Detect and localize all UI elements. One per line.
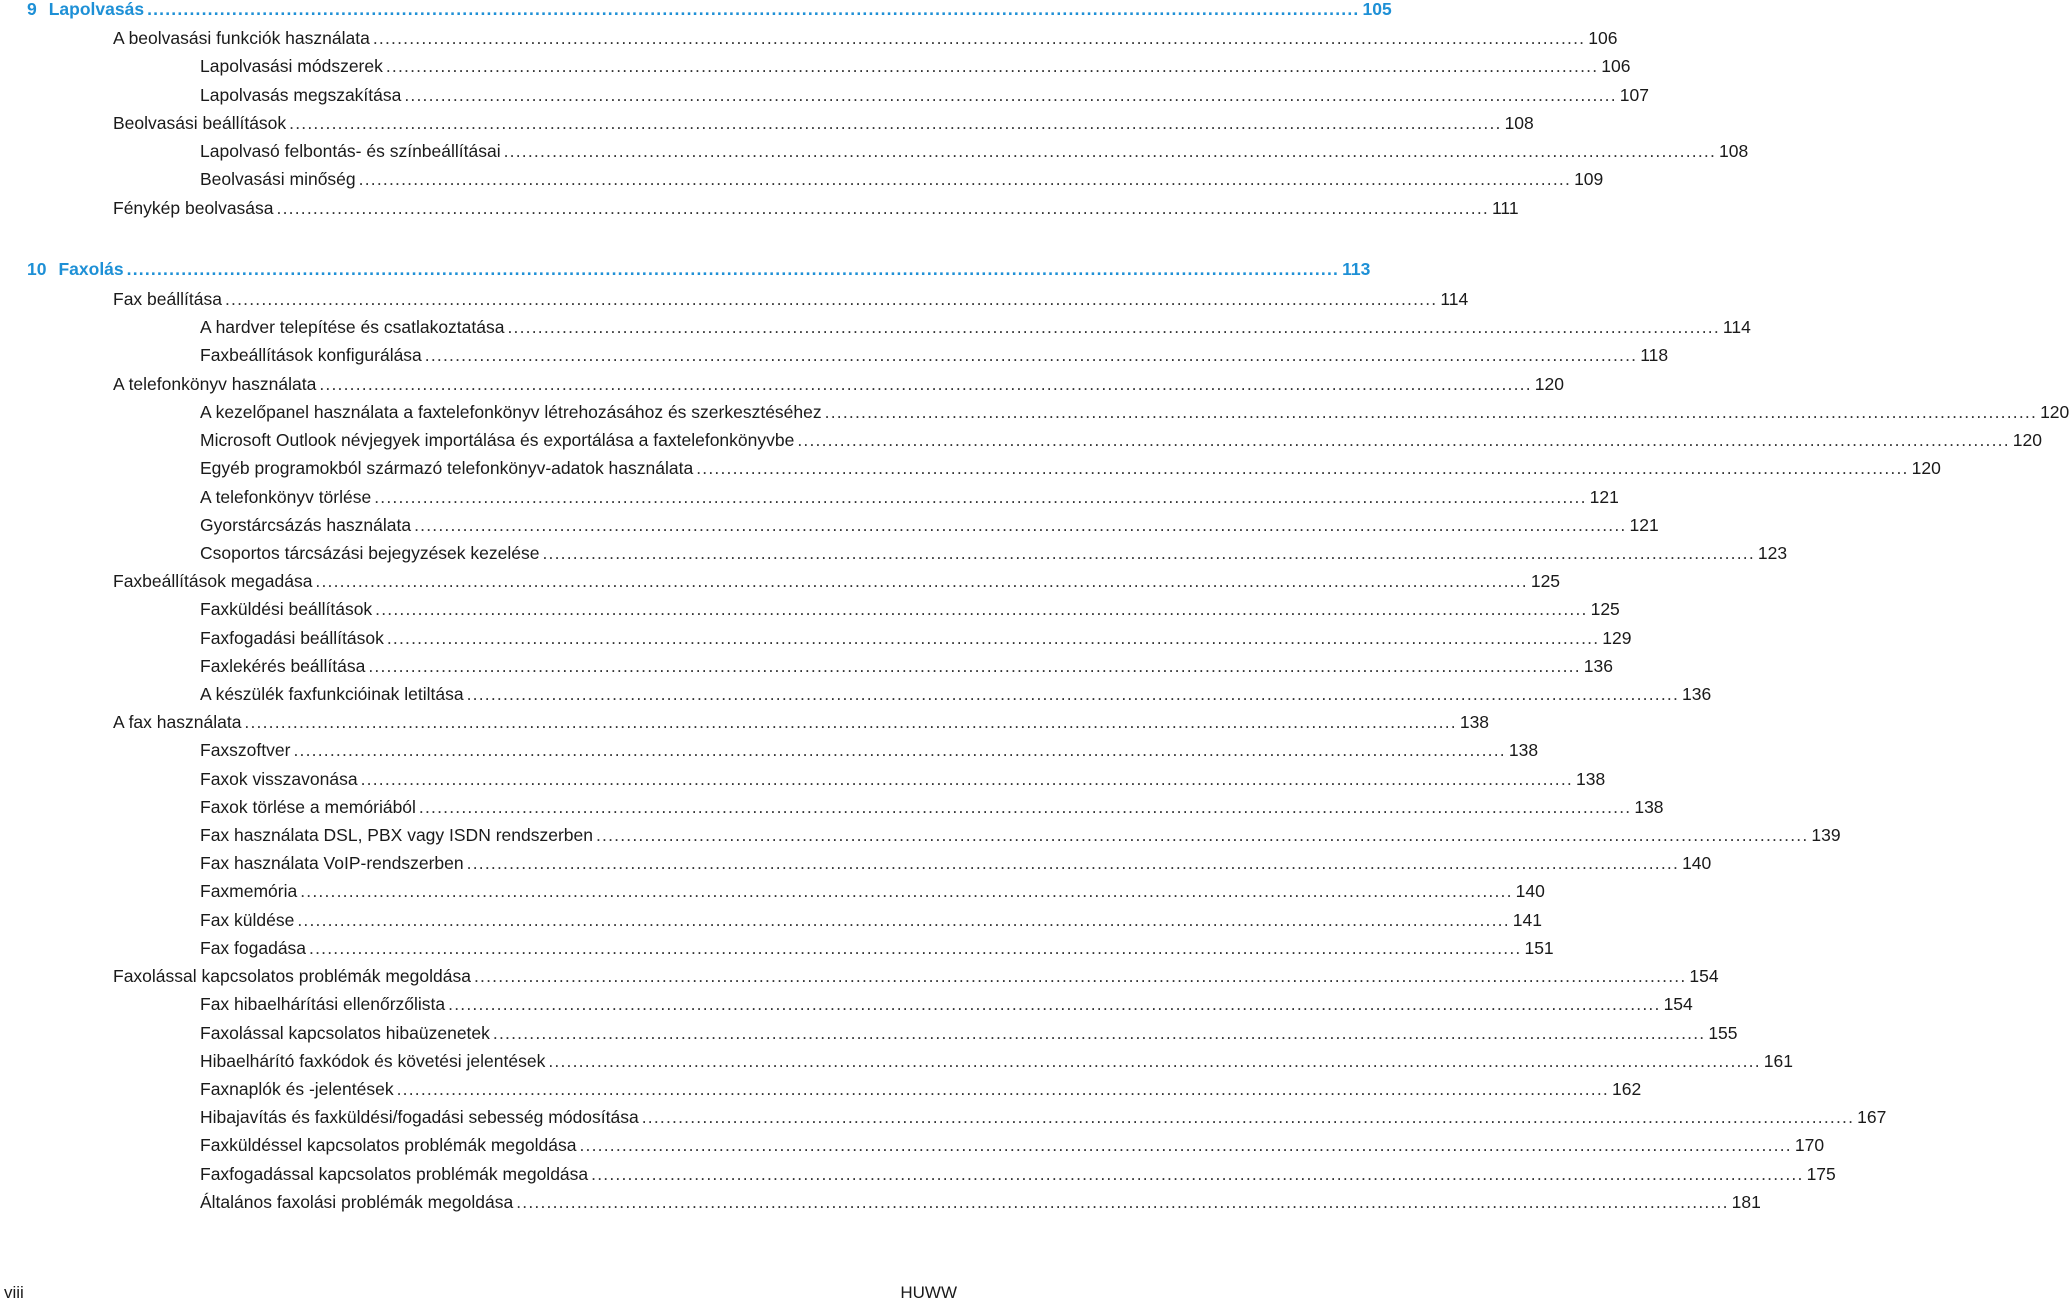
toc-entry[interactable] bbox=[200, 627, 1632, 649]
entry-page: 118 bbox=[1640, 345, 1669, 365]
entry-title: Faxküldéssel kapcsolatos problémák megoldása bbox=[200, 1135, 577, 1155]
leader-dots: ........................................................................................................................................................................................................ bbox=[276, 198, 1489, 218]
leader-dots: ........................................................................................................................................................................................................ bbox=[424, 345, 1638, 365]
entry-page: 123 bbox=[1757, 543, 1788, 563]
entry-page: 154 bbox=[1663, 994, 1693, 1014]
entry-page: 141 bbox=[1512, 910, 1542, 930]
toc-entry[interactable] bbox=[200, 937, 1554, 959]
entry-page: 154 bbox=[1689, 966, 1719, 986]
entry-title: Faxlekérés beállítása bbox=[200, 656, 366, 676]
leader-dots: ........................................................................................................................................................................................................ bbox=[396, 1079, 1609, 1099]
leader-dots: ........................................................................................................................................................................................................ bbox=[315, 571, 1528, 591]
entry-page: 161 bbox=[1763, 1051, 1793, 1071]
toc-entry[interactable] bbox=[200, 429, 2042, 451]
toc-entry[interactable] bbox=[113, 711, 1490, 733]
entry-page: 129 bbox=[1602, 628, 1632, 648]
toc-entry[interactable] bbox=[113, 197, 1519, 219]
toc-entry[interactable] bbox=[200, 168, 1604, 190]
toc-entry[interactable] bbox=[200, 739, 1539, 761]
leader-dots: ........................................................................................................................................................................................................ bbox=[224, 289, 1438, 309]
entry-page: 175 bbox=[1806, 1164, 1836, 1184]
entry-page: 138 bbox=[1634, 797, 1664, 817]
leader-dots: ........................................................................................................................................................................................................ bbox=[503, 141, 1717, 161]
entry-title: Faxolással kapcsolatos hibaüzenetek bbox=[200, 1023, 490, 1043]
entry-page: 140 bbox=[1682, 853, 1712, 873]
entry-page: 155 bbox=[1708, 1023, 1738, 1043]
chapter-page: 105 bbox=[1362, 0, 1392, 19]
toc-entry[interactable] bbox=[200, 457, 1941, 479]
leader-dots: ........................................................................................................................................................................................................ bbox=[418, 797, 1632, 817]
entry-title: Általános faxolási problémák megoldása bbox=[200, 1192, 514, 1212]
entry-page: 106 bbox=[1601, 56, 1631, 76]
leader-dots: ........................................................................................................................................................................................................ bbox=[591, 1164, 1804, 1184]
entry-page: 120 bbox=[1911, 458, 1941, 478]
entry-title: Fax használata VoIP-rendszerben bbox=[200, 853, 464, 873]
entry-title: Fax küldése bbox=[200, 910, 295, 930]
entry-title: A telefonkönyv használata bbox=[113, 374, 317, 394]
leader-dots: ........................................................................................................................................................................................................ bbox=[404, 85, 1617, 105]
leader-dots: ........................................................................................................................................................................................................ bbox=[300, 881, 1513, 901]
leader-dots: ........................................................................................................................................................................................................ bbox=[147, 0, 1360, 19]
toc-entry[interactable] bbox=[200, 1078, 1642, 1100]
entry-title: Faxok visszavonása bbox=[200, 769, 358, 789]
leader-dots: ........................................................................................................................................................................................................ bbox=[466, 853, 1680, 873]
entry-title: Faxmemória bbox=[200, 881, 298, 901]
entry-page: 170 bbox=[1794, 1135, 1825, 1155]
toc-entry[interactable] bbox=[200, 993, 1693, 1015]
entry-title: Lapolvasás megszakítása bbox=[200, 85, 402, 105]
entry-page: 138 bbox=[1576, 769, 1606, 789]
entry-page: 108 bbox=[1504, 113, 1534, 133]
entry-page: 114 bbox=[1722, 317, 1751, 337]
chapter-number: 9 bbox=[27, 0, 37, 19]
entry-page: 125 bbox=[1530, 571, 1561, 591]
leader-dots: ........................................................................................................................................................................................................ bbox=[293, 740, 1506, 760]
entry-title: Faxolással kapcsolatos problémák megoldása bbox=[113, 966, 471, 986]
entry-title: A készülék faxfunkcióinak letiltása bbox=[200, 684, 464, 704]
entry-page: 136 bbox=[1682, 684, 1712, 704]
entry-page: 120 bbox=[2012, 430, 2042, 450]
toc-entry[interactable] bbox=[200, 344, 1669, 366]
toc-entry[interactable] bbox=[200, 1050, 1793, 1072]
entry-title: Faxküldési beállítások bbox=[200, 599, 373, 619]
toc-entry[interactable] bbox=[200, 316, 1751, 338]
toc-entry[interactable] bbox=[200, 542, 1788, 564]
leader-dots: ........................................................................................................................................................................................................ bbox=[374, 487, 1587, 507]
entry-page: 181 bbox=[1731, 1192, 1761, 1212]
entry-title: A beolvasási funkciók használata bbox=[113, 28, 370, 48]
leader-dots: ........................................................................................................................................................................................................ bbox=[696, 458, 1909, 478]
leader-dots: ........................................................................................................................................................................................................ bbox=[595, 825, 1809, 845]
entry-page: 121 bbox=[1629, 515, 1659, 535]
footer-brand: HUWW bbox=[900, 1283, 957, 1302]
chapter-title: Faxolás bbox=[58, 259, 124, 279]
toc-entry[interactable] bbox=[200, 1106, 1887, 1128]
entry-title: Egyéb programokból származó telefonkönyv-adatok használata bbox=[200, 458, 694, 478]
entry-title: Faxnaplók és -jelentések bbox=[200, 1079, 394, 1099]
entry-title: Hibaelhárító faxkódok és követési jelentések bbox=[200, 1051, 546, 1071]
leader-dots: ........................................................................................................................................................................................................ bbox=[297, 910, 1510, 930]
entry-page: 121 bbox=[1589, 487, 1619, 507]
toc-entry[interactable] bbox=[113, 965, 1719, 987]
entry-title: Faxszoftver bbox=[200, 740, 291, 760]
entry-title: Fax használata DSL, PBX vagy ISDN rendszerben bbox=[200, 825, 593, 845]
entry-page: 162 bbox=[1612, 1079, 1642, 1099]
entry-title: Faxbeállítások megadása bbox=[113, 571, 313, 591]
entry-title: A hardver telepítése és csatlakoztatása bbox=[200, 317, 505, 337]
toc-entry[interactable] bbox=[200, 824, 1841, 846]
leader-dots: ........................................................................................................................................................................................................ bbox=[507, 317, 1720, 337]
entry-page: 111 bbox=[1491, 198, 1519, 218]
toc-entry[interactable] bbox=[200, 84, 1649, 106]
entry-title: A telefonkönyv törlése bbox=[200, 487, 372, 507]
leader-dots: ........................................................................................................................................................................................................ bbox=[385, 56, 1599, 76]
toc-entry[interactable] bbox=[200, 655, 1613, 677]
entry-page: 151 bbox=[1524, 938, 1554, 958]
leader-dots: ........................................................................................................................................................................................................ bbox=[641, 1107, 1855, 1127]
toc-entry[interactable] bbox=[113, 112, 1534, 134]
entry-page: 106 bbox=[1588, 28, 1618, 48]
leader-dots: ........................................................................................................................................................................................................ bbox=[466, 684, 1680, 704]
toc-entry[interactable] bbox=[200, 852, 1712, 874]
entry-page: 138 bbox=[1508, 740, 1539, 760]
entry-title: Beolvasási minőség bbox=[200, 169, 356, 189]
toc-entry[interactable] bbox=[200, 1191, 1761, 1213]
toc-entry[interactable] bbox=[200, 683, 1712, 705]
leader-dots: ........................................................................................................................................................................................................ bbox=[126, 259, 1340, 279]
leader-dots: ........................................................................................................................................................................................................ bbox=[516, 1192, 1729, 1212]
leader-dots: ........................................................................................................................................................................................................ bbox=[309, 938, 1522, 958]
leader-dots: ........................................................................................................................................................................................................ bbox=[368, 656, 1581, 676]
entry-page: 120 bbox=[1534, 374, 1564, 394]
entry-title: A fax használata bbox=[113, 712, 242, 732]
toc-entry[interactable] bbox=[200, 768, 1606, 790]
leader-dots: ........................................................................................................................................................................................................ bbox=[414, 515, 1627, 535]
entry-title: Faxfogadással kapcsolatos problémák megoldása bbox=[200, 1164, 589, 1184]
entry-title: Fax beállítása bbox=[113, 289, 222, 309]
leader-dots: ........................................................................................................................................................................................................ bbox=[448, 994, 1661, 1014]
leader-dots: ........................................................................................................................................................................................................ bbox=[542, 543, 1755, 563]
entry-title: Faxok törlése a memóriából bbox=[200, 797, 416, 817]
toc-entry[interactable] bbox=[113, 27, 1618, 49]
leader-dots: ........................................................................................................................................................................................................ bbox=[548, 1051, 1761, 1071]
toc-chapter-9[interactable] bbox=[27, 0, 1392, 20]
toc-chapter-10[interactable] bbox=[27, 258, 1371, 280]
toc-entry[interactable] bbox=[200, 909, 1542, 931]
footer-page-number: viii bbox=[4, 1283, 24, 1302]
toc-entry[interactable] bbox=[200, 140, 1749, 162]
leader-dots: ........................................................................................................................................................................................................ bbox=[386, 628, 1600, 648]
entry-page: 125 bbox=[1590, 599, 1620, 619]
toc-entry[interactable] bbox=[200, 1163, 1836, 1185]
entry-title: Beolvasási beállítások bbox=[113, 113, 287, 133]
entry-page: 136 bbox=[1583, 656, 1613, 676]
leader-dots: ........................................................................................................................................................................................................ bbox=[319, 374, 1532, 394]
leader-dots: ........................................................................................................................................................................................................ bbox=[244, 712, 1457, 732]
leader-dots: ........................................................................................................................................................................................................ bbox=[375, 599, 1588, 619]
toc-entry[interactable] bbox=[113, 570, 1561, 592]
entry-title: Gyorstárcsázás használata bbox=[200, 515, 412, 535]
entry-page: 114 bbox=[1440, 289, 1469, 309]
toc-entry[interactable] bbox=[200, 1022, 1738, 1044]
leader-dots: ........................................................................................................................................................................................................ bbox=[579, 1135, 1792, 1155]
chapter-number: 10 bbox=[27, 259, 47, 279]
leader-dots: ........................................................................................................................................................................................................ bbox=[492, 1023, 1706, 1043]
entry-page: 138 bbox=[1459, 712, 1490, 732]
toc-entry[interactable] bbox=[200, 880, 1545, 902]
entry-title: A kezelőpanel használata a faxtelefonkönyv létrehozásához és szerkesztéséhez bbox=[200, 402, 822, 422]
entry-title: Faxfogadási beállítások bbox=[200, 628, 384, 648]
leader-dots: ........................................................................................................................................................................................................ bbox=[824, 402, 2038, 422]
toc-entry[interactable] bbox=[200, 796, 1664, 818]
toc-entry[interactable] bbox=[200, 486, 1619, 508]
toc-entry[interactable] bbox=[200, 1134, 1825, 1156]
entry-title: Microsoft Outlook névjegyek importálása és exportálása a faxtelefonkönyvbe bbox=[200, 430, 795, 450]
entry-title: Fax fogadása bbox=[200, 938, 307, 958]
entry-title: Lapolvasó felbontás- és színbeállításai bbox=[200, 141, 501, 161]
entry-page: 108 bbox=[1719, 141, 1749, 161]
leader-dots: ........................................................................................................................................................................................................ bbox=[797, 430, 2010, 450]
toc-entry[interactable] bbox=[113, 373, 1564, 395]
entry-page: 120 bbox=[2040, 402, 2069, 422]
leader-dots: ........................................................................................................................................................................................................ bbox=[358, 169, 1572, 189]
entry-page: 167 bbox=[1857, 1107, 1887, 1127]
entry-title: Fénykép beolvasása bbox=[113, 198, 274, 218]
entry-title: Csoportos tárcsázási bejegyzések kezelése bbox=[200, 543, 540, 563]
entry-title: Faxbeállítások konfigurálása bbox=[200, 345, 422, 365]
toc-entry[interactable] bbox=[113, 288, 1469, 310]
toc-entry[interactable] bbox=[200, 55, 1631, 77]
entry-title: Fax hibaelhárítási ellenőrzőlista bbox=[200, 994, 446, 1014]
leader-dots: ........................................................................................................................................................................................................ bbox=[372, 28, 1586, 48]
entry-page: 107 bbox=[1619, 85, 1649, 105]
leader-dots: ........................................................................................................................................................................................................ bbox=[289, 113, 1502, 133]
toc-entry[interactable] bbox=[200, 401, 2069, 423]
entry-page: 140 bbox=[1515, 881, 1545, 901]
toc-entry[interactable] bbox=[200, 514, 1659, 536]
entry-title: Hibajavítás és faxküldési/fogadási sebesség módosítása bbox=[200, 1107, 639, 1127]
leader-dots: ........................................................................................................................................................................................................ bbox=[360, 769, 1573, 789]
entry-page: 109 bbox=[1574, 169, 1604, 189]
leader-dots: ........................................................................................................................................................................................................ bbox=[473, 966, 1687, 986]
entry-page: 139 bbox=[1811, 825, 1841, 845]
entry-title: Lapolvasási módszerek bbox=[200, 56, 383, 76]
chapter-title: Lapolvasás bbox=[48, 0, 145, 19]
toc-entry[interactable] bbox=[200, 598, 1620, 620]
chapter-page: 113 bbox=[1342, 259, 1371, 279]
